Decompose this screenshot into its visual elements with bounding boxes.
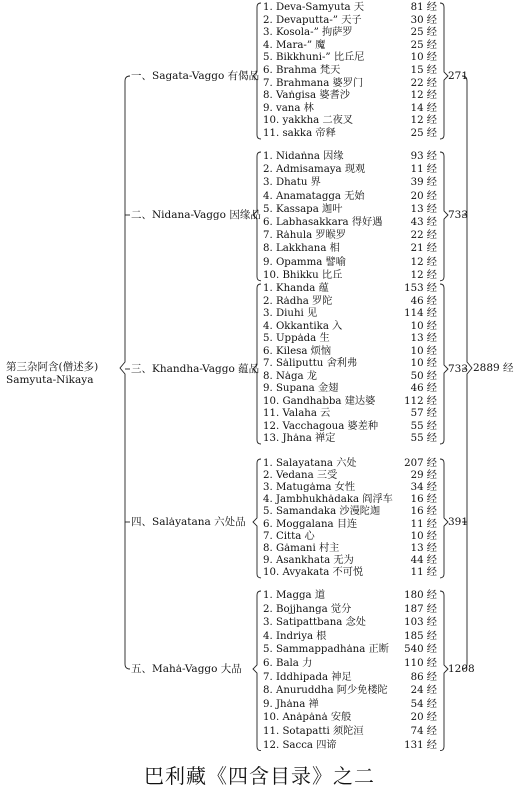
vagga-total: 391 <box>448 516 469 528</box>
sutta-item: 13. Jhȧna 禅定 <box>263 433 336 444</box>
sutta-count: 103 经 <box>404 617 437 629</box>
sutta-count: 12 经 <box>410 269 437 281</box>
sutta-item: 3. Dhatu 界 <box>263 177 321 189</box>
sutta-count: 16 经 <box>410 506 437 518</box>
sutta-count: 13 经 <box>410 333 437 344</box>
sutta-item: 9. Asankhata 无为 <box>263 554 354 566</box>
sutta-count: 55 经 <box>410 420 437 432</box>
sutta-item: 12. Vacchagoua 婆差种 <box>263 420 379 432</box>
sutta-item: 5. Uppȧda 生 <box>263 333 330 344</box>
sutta-item: 6. Kilesa 烦恼 <box>263 345 332 357</box>
sutta-item: 3. Diuhi 见 <box>263 308 318 319</box>
vagga-label: 五、Mahȧ-Vaggo 大品 <box>131 663 242 675</box>
root-title-pali: Samyuta-Nikaya <box>6 374 94 386</box>
sutta-item: 1. Nidaṅna 因缘 <box>263 151 344 162</box>
vagga-total: 733 <box>448 209 469 221</box>
sutta-item: 5. Sammappadhȧna 正断 <box>263 644 389 656</box>
sutta-item: 5. Bikkhuni-” 比丘尼 <box>263 52 365 64</box>
sutta-item: 4. Indriya 根 <box>263 630 327 642</box>
sutta-count: 46 经 <box>410 295 437 307</box>
sutta-count: 74 经 <box>410 726 437 737</box>
sutta-item: 1. Magga 道 <box>263 590 326 601</box>
sutta-count: 30 经 <box>410 14 437 26</box>
sutta-item: 8. Anuruddha 阿少免楼陀 <box>263 685 388 697</box>
sutta-item: 6. Moggalana 目连 <box>263 518 358 530</box>
sutta-count: 54 经 <box>410 698 437 710</box>
sutta-item: 10. Avyakata 不可悦 <box>263 566 364 578</box>
sutta-count: 81 经 <box>410 2 437 13</box>
sutta-count: 110 经 <box>404 658 437 669</box>
sutta-count: 13 经 <box>410 203 437 215</box>
vagga-label: 一、Sagata-Vaggo 有偈品 <box>131 70 260 82</box>
sutta-item: 11. Sotapatti 须陀洹 <box>263 726 364 737</box>
sutta-item: 8. Gȧmani 村主 <box>263 542 340 554</box>
sutta-count: 11 经 <box>410 518 437 530</box>
sutta-count: 153 经 <box>404 283 437 294</box>
sutta-count: 14 经 <box>410 102 437 114</box>
sutta-item: 1. Khanda 蕴 <box>263 283 329 294</box>
sutta-count: 46 经 <box>410 383 437 394</box>
sutta-item: 4. Anamatagga 无始 <box>263 190 365 202</box>
sutta-count: 20 经 <box>410 190 437 202</box>
sutta-item: 4. Okkantika 入 <box>263 320 343 332</box>
sutta-count: 57 经 <box>410 408 437 419</box>
sutta-count: 25 经 <box>410 128 437 139</box>
grand-total: 2889 经 <box>473 362 514 374</box>
sutta-count: 180 经 <box>404 590 437 601</box>
sutta-item: 7. Rȧhula 罗睺罗 <box>263 230 346 242</box>
sutta-item: 12. Sacca 四谛 <box>263 739 337 751</box>
vagga-label: 二、Nidana-Vaggo 因缘品 <box>131 209 261 221</box>
sutta-count: 10 经 <box>410 358 437 369</box>
sutta-count: 187 经 <box>404 603 437 615</box>
sutta-item: 7. Brahmana 婆罗门 <box>263 77 364 89</box>
sutta-item: 8. Vaṅgisa 婆耆沙 <box>263 90 350 102</box>
sutta-count: 22 经 <box>410 77 437 89</box>
sutta-item: 5. Kassapa 迦叶 <box>263 203 343 215</box>
vagga-total: 271 <box>448 70 469 82</box>
sutta-count: 11 经 <box>410 566 437 578</box>
sutta-count: 10 经 <box>410 320 437 332</box>
sutta-item: 10. Bhikku 比丘 <box>263 269 343 281</box>
sutta-item: 2. Vedana 三受 <box>263 470 338 482</box>
sutta-item: 10. Anȧpȧnȧ 安般 <box>263 712 352 724</box>
sutta-count: 10 经 <box>410 530 437 542</box>
sutta-item: 7. Iddhipada 神足 <box>263 671 352 683</box>
sutta-item: 9. Opamma 譬喻 <box>263 256 346 268</box>
sutta-count: 185 经 <box>404 630 437 642</box>
sutta-count: 34 经 <box>410 482 437 494</box>
sutta-count: 55 经 <box>410 433 437 444</box>
sutta-count: 43 经 <box>410 217 437 228</box>
sutta-item: 7. Sȧliputtu 舍利弗 <box>263 358 358 369</box>
sutta-item: 8. Nȧga 龙 <box>263 370 317 382</box>
sutta-count: 16 经 <box>410 494 437 506</box>
sutta-item: 6. Bala 力 <box>263 658 313 669</box>
sutta-count: 11 经 <box>410 164 437 176</box>
sutta-item: 9. Supana 金翅 <box>263 383 339 394</box>
vagga-label: 四、Salȧyatana 六处品 <box>131 516 246 528</box>
sutta-count: 207 经 <box>404 458 437 469</box>
vagga-total: 1208 <box>448 663 475 675</box>
sutta-item: 1. Salayatana 六处 <box>263 458 357 469</box>
sutta-item: 5. Samandaka 沙漫陀迦 <box>263 506 381 518</box>
sutta-count: 12 经 <box>410 256 437 268</box>
sutta-count: 86 经 <box>410 671 437 683</box>
sutta-item: 9. vana 林 <box>263 102 314 114</box>
sutta-count: 10 经 <box>410 52 437 64</box>
sutta-item: 9. Jhȧna 禅 <box>263 698 319 710</box>
page-caption: 巴利藏《四含目录》之二 <box>144 764 375 788</box>
sutta-item: 4. Mara-” 魔 <box>263 39 326 51</box>
sutta-count: 20 经 <box>410 712 437 724</box>
sutta-item: 7. Citta 心 <box>263 530 315 542</box>
sutta-count: 39 经 <box>410 177 437 189</box>
sutta-item: 3. Matugȧma 女性 <box>263 482 356 494</box>
sutta-item: 2. Bojjhanga 觉分 <box>263 603 352 615</box>
sutta-count: 25 经 <box>410 27 437 39</box>
vagga-total: 733 <box>448 363 469 375</box>
sutta-count: 44 经 <box>410 554 437 566</box>
sutta-count: 12 经 <box>410 90 437 102</box>
sutta-count: 50 经 <box>410 370 437 382</box>
sutta-item: 10. yakkha 二夜叉 <box>263 115 354 127</box>
sutta-count: 25 经 <box>410 39 437 51</box>
sutta-item: 4. Jambhukhȧdaka 阎浮车 <box>263 494 393 506</box>
sutta-item: 3. Satipattbana 念处 <box>263 617 366 629</box>
sutta-count: 29 经 <box>410 470 437 482</box>
sutta-count: 114 经 <box>404 308 437 319</box>
sutta-count: 13 经 <box>410 542 437 554</box>
sutta-item: 11. Valaha 云 <box>263 408 331 419</box>
sutta-count: 12 经 <box>410 115 437 127</box>
sutta-count: 15 经 <box>410 65 437 76</box>
sutta-item: 2. Rȧdha 罗陀 <box>263 295 333 307</box>
sutta-count: 24 经 <box>410 685 437 697</box>
root-title-chinese: 第三杂阿含(僧述多) <box>6 361 99 373</box>
sutta-item: 2. Admisamaya 现观 <box>263 164 366 176</box>
sutta-item: 6. Labhasakkara 得好遇 <box>263 217 383 228</box>
sutta-count: 131 经 <box>404 739 437 751</box>
sutta-item: 8. Lakkhana 相 <box>263 243 340 255</box>
sutta-item: 2. Devaputta-” 天子 <box>263 14 362 26</box>
sutta-count: 21 经 <box>410 243 437 255</box>
sutta-item: 10. Gandhabba 建达婆 <box>263 395 376 407</box>
sutta-count: 112 经 <box>404 395 437 407</box>
sutta-item: 3. Kosola-” 拘萨罗 <box>263 27 353 39</box>
vagga-label: 三、Khandha-Vaggo 蕴品 <box>131 363 260 375</box>
sutta-item: 1. Deva-Samyuta 天 <box>263 2 365 13</box>
sutta-count: 93 经 <box>410 151 437 162</box>
sutta-count: 10 经 <box>410 345 437 357</box>
sutta-count: 540 经 <box>404 644 437 656</box>
sutta-item: 6. Brahma 梵天 <box>263 65 341 76</box>
sutta-item: 11. sakka 帝释 <box>263 128 336 139</box>
sutta-count: 22 经 <box>410 230 437 242</box>
